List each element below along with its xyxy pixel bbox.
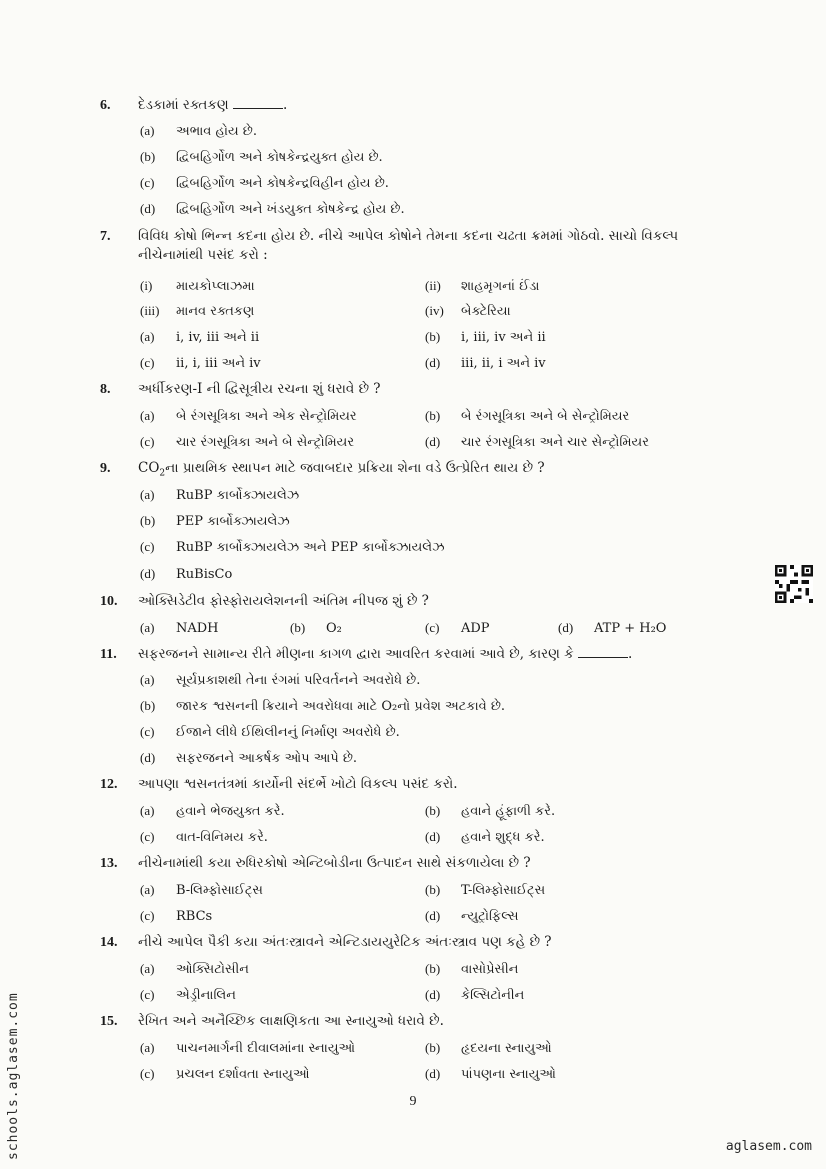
question-text: રેખિત અને અનૈચ્છિક લાક્ષણિકતા આ સ્નાયુઓ ધરાવે છે.	[138, 1013, 444, 1029]
option-10b[interactable]: (b) O₂	[290, 620, 342, 636]
option-12b[interactable]: (b) હવાને હૂંફાળી કરે.	[425, 803, 556, 819]
option-13b[interactable]: (b) T-લિમ્ફોસાઈટ્સ	[425, 882, 546, 898]
item-7-iii: (iii) માનવ રક્તકણ	[140, 303, 255, 319]
option-7b[interactable]: (b) i, iii, iv અને ii	[425, 329, 546, 345]
item-7-i: (i) માયકોપ્લાઝમા	[140, 278, 255, 294]
option-11d[interactable]: (d) સફરજનને આકર્ષક ઓપ આપે છે.	[140, 750, 358, 766]
question-number: 9.	[100, 461, 111, 476]
question-text: આપણા શ્વસનતંત્રમાં કાર્યોની સંદર્ભે ખોટો વિકલ્પ પસંદ કરો.	[138, 776, 458, 792]
option-15b[interactable]: (b) હૃદયના સ્નાયુઓ	[425, 1040, 552, 1056]
option-15d[interactable]: (d) પાંપણના સ્નાયુઓ	[425, 1066, 556, 1082]
option-11a[interactable]: (a) સૂર્યપ્રકાશથી તેના રંગમાં પરિવર્તનને અવરોધે છે.	[140, 672, 421, 688]
option-9c[interactable]: (c) RuBP કાર્બોક્ઝાયલેઝ અને PEP કાર્બોક્ઝાયલેઝ	[140, 539, 445, 555]
option-14a[interactable]: (a) ઓક્સિટોસીન	[140, 961, 249, 977]
item-7-iv: (iv) બેક્ટેરિયા	[425, 303, 511, 319]
option-14b[interactable]: (b) વાસોપ્રેસીન	[425, 961, 519, 977]
option-10c[interactable]: (c) ADP	[425, 620, 490, 636]
qr-code-icon	[775, 565, 813, 603]
option-13a[interactable]: (a) B-લિમ્ફોસાઈટ્સ	[140, 882, 263, 898]
option-10a[interactable]: (a) NADH	[140, 620, 219, 636]
option-15a[interactable]: (a) પાચનમાર્ગની દીવાલમાંના સ્નાયુઓ	[140, 1040, 356, 1056]
question-number: 8.	[100, 382, 111, 397]
question-number: 6.	[100, 98, 111, 113]
option-8c[interactable]: (c) ચાર રંગસૂત્રિકા અને બે સેન્ટ્રોમિયર	[140, 434, 355, 450]
option-12c[interactable]: (c) વાત-વિનિમય કરે.	[140, 829, 268, 845]
question-text: અર્ધીકરણ-I ની દ્વિસૂત્રીય રચના શું ધરાવે છે ?	[138, 381, 381, 397]
option-6a[interactable]: (a) અભાવ હોય છે.	[140, 123, 257, 139]
option-11c[interactable]: (c) ઈજાને લીધે ઈથિલીનનું નિર્માણ અવરોધે છે.	[140, 724, 400, 740]
option-9b[interactable]: (b) PEP કાર્બોક્ઝાયલેઝ	[140, 513, 290, 529]
option-10d[interactable]: (d) ATP + H₂O	[558, 620, 667, 636]
watermark-bottom: aglasem.com	[725, 1139, 812, 1154]
option-6d[interactable]: (d) દ્વિબહિર્ગોળ અને ખંડયુક્ત કોષકેન્દ્ર હોય છે.	[140, 201, 405, 217]
option-12d[interactable]: (d) હવાને શુદ્ધ કરે.	[425, 829, 545, 845]
option-7c[interactable]: (c) ii, i, iii અને iv	[140, 355, 261, 371]
question-text: $CO_2ના$ પ્રાથમિક સ્થાપન માટે જવાબદાર પ્રક્રિયા શેના વડે ઉત્પ્રેરિત થાય છે ?	[138, 460, 545, 479]
question-text: દેડકામાં રક્તકણ .	[138, 97, 288, 113]
option-13c[interactable]: (c) RBCs	[140, 908, 213, 924]
question-text: નીચે આપેલ પૈકી કયા અંતઃસ્ત્રાવને એન્ટિડાયયુરેટિક અંતઃસ્ત્રાવ પણ કહે છે ?	[138, 934, 552, 950]
question-number: 11.	[100, 647, 117, 662]
page-number: 9	[409, 1094, 417, 1109]
option-14c[interactable]: (c) એડ્રીનાલિન	[140, 987, 236, 1003]
option-15c[interactable]: (c) પ્રચલન દર્શાવતા સ્નાયુઓ	[140, 1066, 310, 1082]
option-12a[interactable]: (a) હવાને ભેજયુક્ત કરે.	[140, 803, 285, 819]
item-7-ii: (ii) શાહમૃગનાં ઈંડા	[425, 278, 540, 294]
question-number: 13.	[100, 856, 118, 871]
option-6b[interactable]: (b) દ્વિબહિર્ગોળ અને કોષકેન્દ્રયુક્ત હોય છે.	[140, 149, 383, 165]
option-13d[interactable]: (d) ન્યુટ્રોફિલ્સ	[425, 908, 519, 924]
question-number: 7.	[100, 229, 111, 244]
question-number: 12.	[100, 777, 118, 792]
option-8b[interactable]: (b) બે રંગસૂત્રિકા અને બે સેન્ટ્રોમિયર	[425, 408, 630, 424]
option-7d[interactable]: (d) iii, ii, i અને iv	[425, 355, 546, 371]
option-6c[interactable]: (c) દ્વિબહિર્ગોળ અને કોષકેન્દ્રવિહીન હોય છે.	[140, 175, 389, 191]
question-text: નીચેનામાંથી કયા રુધિરકોષો એન્ટિબોડીના ઉત્પાદન સાથે સંકળાયેલા છે ?	[138, 855, 531, 871]
option-8a[interactable]: (a) બે રંગસૂત્રિકા અને એક સેન્ટ્રોમિયર	[140, 408, 357, 424]
answer-blank	[233, 96, 283, 109]
question-text: વિવિધ કોષો ભિન્ન કદના હોય છે. નીચે આપેલ કોષોને તેમના કદના ચઢતા ક્રમમાં ગોઠવો. સાચો વિકલ્પ નીચેનામાંથી પસંદ કરો :	[138, 228, 679, 263]
question-text: સફરજનને સામાન્ય રીતે મીણના કાગળ દ્વારા આવરિત કરવામાં આવે છે, કારણ કે .	[138, 646, 633, 662]
option-11b[interactable]: (b) જારક શ્વસનની ક્રિયાને અવરોધવા માટે O₂નો પ્રવેશ અટકાવે છે.	[140, 698, 506, 714]
option-14d[interactable]: (d) કેલ્સિટોનીન	[425, 987, 525, 1003]
question-number: 15.	[100, 1014, 118, 1029]
watermark-side: schools.aglasem.com	[6, 992, 21, 1160]
option-7a[interactable]: (a) i, iv, iii અને ii	[140, 329, 260, 345]
question-text: ઓક્સિડેટીવ ફોસ્ફોરાયલેશનની અંતિમ નીપજ શું છે ?	[138, 593, 429, 609]
answer-blank	[578, 645, 628, 658]
question-number: 10.	[100, 594, 118, 609]
question-number: 14.	[100, 935, 118, 950]
option-9d[interactable]: (d) RuBisCo	[140, 566, 233, 582]
option-9a[interactable]: (a) RuBP કાર્બોક્ઝાયલેઝ	[140, 487, 300, 503]
option-8d[interactable]: (d) ચાર રંગસૂત્રિકા અને ચાર સેન્ટ્રોમિયર	[425, 434, 649, 450]
